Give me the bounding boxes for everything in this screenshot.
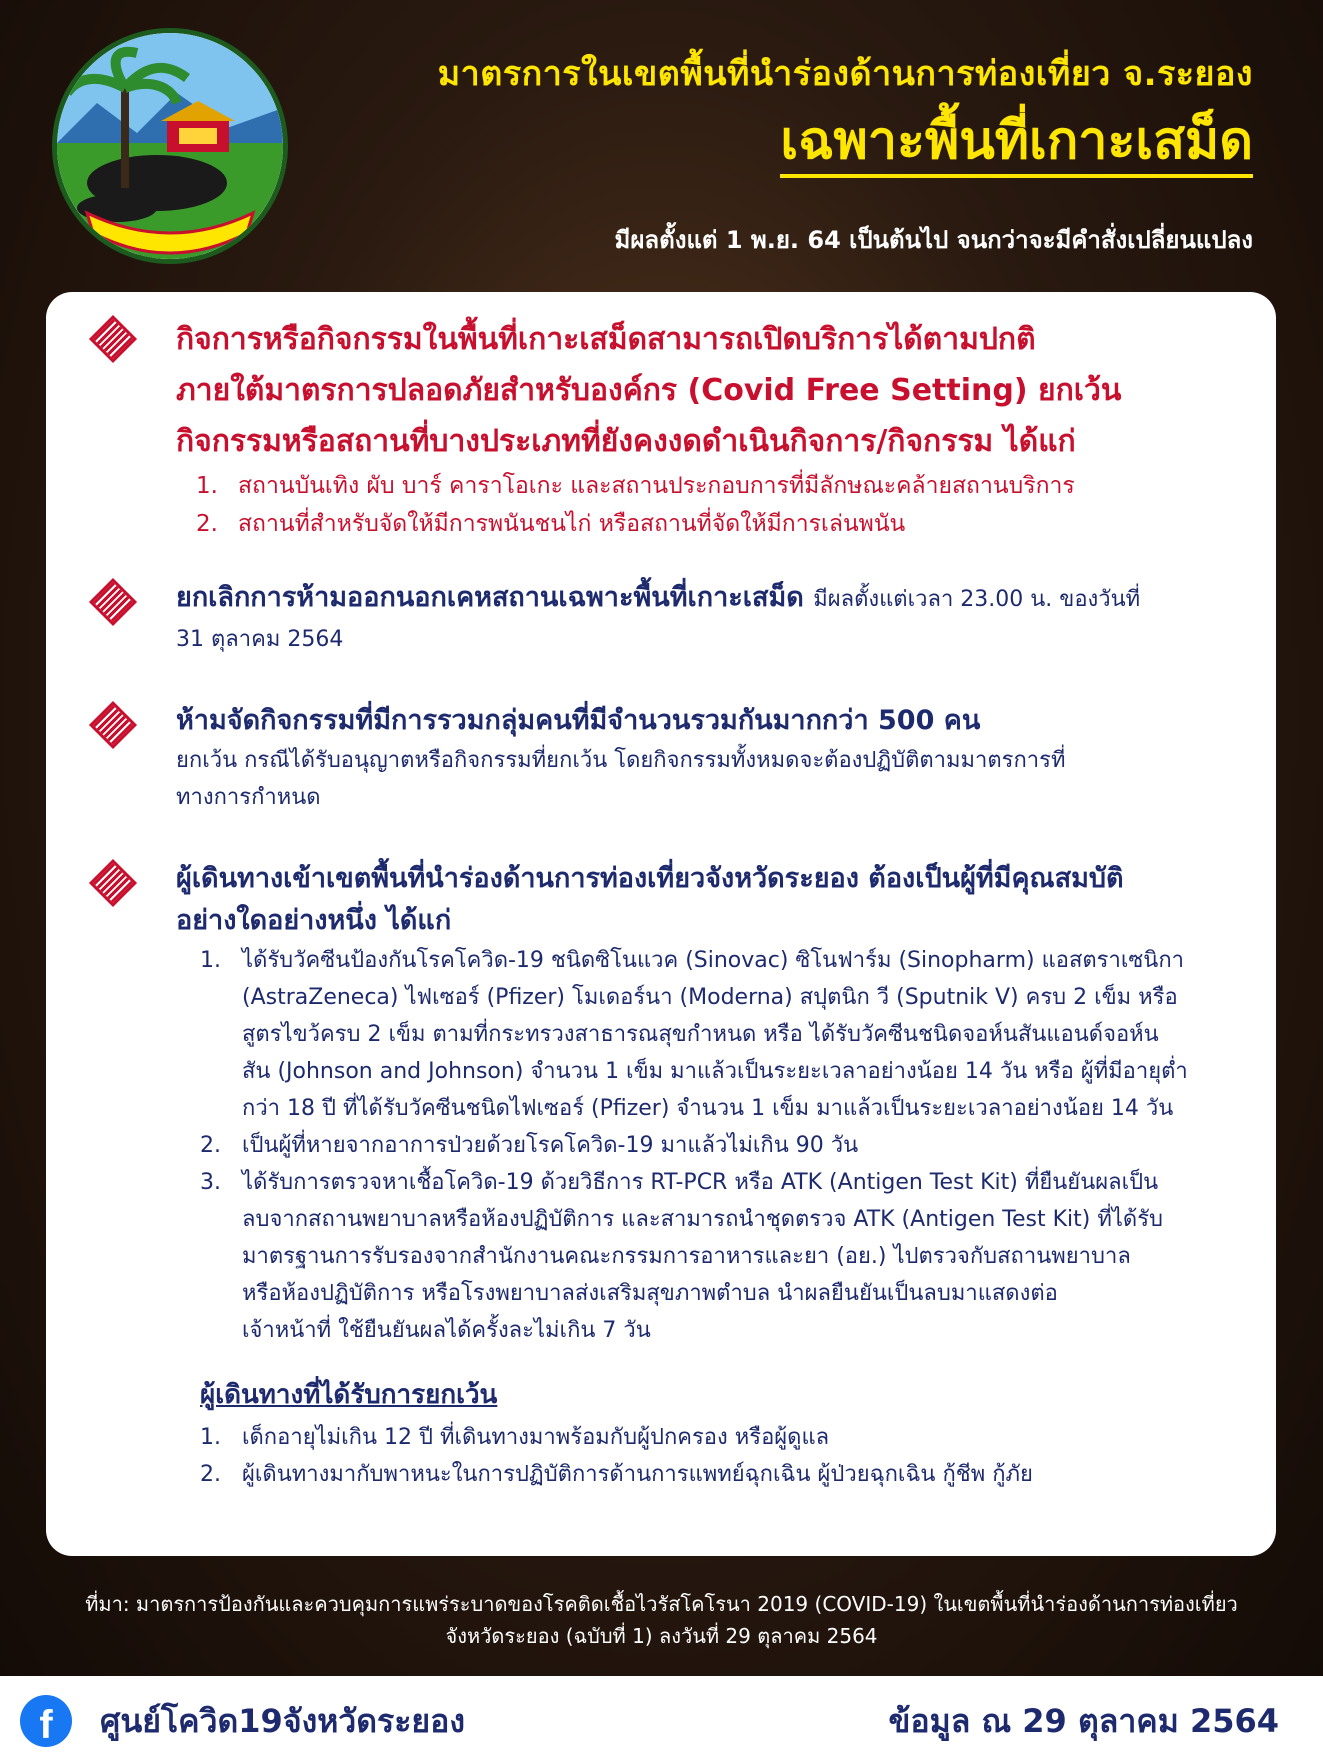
list-item-text: ลบจากสถานพยาบาลหรือห้องปฏิบัติการ และสามารถนำชุดตรวจ ATK (Antigen Test Kit) ที่ได้รับ: [242, 1207, 1164, 1232]
list-number: 2.: [200, 1133, 221, 1158]
section2-detail-date: 31 ตุลาคม 2564: [176, 627, 344, 652]
section1-line: กิจการหรือกิจกรรมในพื้นที่เกาะเสม็ดสามารถเปิดบริการได้ตามปกติ: [176, 322, 1036, 357]
facebook-icon: f: [20, 1695, 72, 1747]
diamond-bullet-icon: [89, 701, 137, 749]
list-item: [176, 505, 1236, 543]
section-open-activities: [68, 314, 1236, 543]
list-item-text: สถานที่สำหรับจัดให้มีการพนันชนไก่ หรือสถานที่จัดให้มีการเล่นพนัน: [238, 511, 906, 537]
list-item-text: กว่า 18 ปี ที่ได้รับวัคซีนชนิดไฟเซอร์ (Pfizer) จำนวน 1 เข็ม มาแล้วเป็นระยะเวลาอย่างน้อย 14 วัน: [242, 1096, 1174, 1121]
list-number: 1.: [200, 948, 221, 973]
section3-text: ยกเว้น กรณีได้รับอนุญาตหรือกิจกรรมที่ยกเว้น โดยกิจกรรมทั้งหมดจะต้องปฏิบัติตามมาตรการที่: [176, 748, 1066, 773]
list-item-text: ได้รับวัคซีนป้องกันโรคโควิด-19 ชนิดซิโนแวค (Sinovac) ซิโนฟาร์ม (Sinopharm) แอสตราเซนิกา: [242, 948, 1185, 973]
list-item-text: สัน (Johnson and Johnson) จำนวน 1 เข็ม มาแล้วเป็นระยะเวลาอย่างน้อย 14 วัน หรือ ผู้ที่มีอายุต่ำ: [242, 1059, 1188, 1084]
section-traveler-requirements: [68, 858, 1236, 942]
section4-heading: ผู้เดินทางเข้าเขตพื้นที่นำร่องด้านการท่องเที่ยวจังหวัดระยอง ต้องเป็นผู้ที่มีคุณสมบัติ: [176, 863, 1124, 894]
header-title-line1: มาตรการในเขตพื้นที่นำร่องด้านการท่องเที่ยว จ.ระยอง: [437, 54, 1253, 94]
section1-line: กิจกรรมหรือสถานที่บางประเภทที่ยังคงงดดำเนินกิจการ/กิจกรรม ได้แก่: [176, 424, 1076, 459]
list-item-text: ได้รับการตรวจหาเชื้อโควิด-19 ด้วยวิธีการ RT-PCR หรือ ATK (Antigen Test Kit) ที่ยืนยันผลเป็น: [242, 1170, 1159, 1195]
list-item-text: หรือห้องปฏิบัติการ หรือโรงพยาบาลส่งเสริมสุขภาพตำบล นำผลยืนยันเป็นลบมาแสดงต่อ: [242, 1281, 1058, 1306]
footer-bar: [0, 1676, 1323, 1764]
section2-heading: ยกเลิกการห้ามออกนอกเคหสถานเฉพาะพื้นที่เกาะเสม็ด: [176, 582, 804, 613]
list-item-text: เจ้าหน้าที่ ใช้ยืนยันผลได้ครั้งละไม่เกิน 7 วัน: [242, 1318, 651, 1343]
list-item-text: สถานบันเทิง ผับ บาร์ คาราโอเกะ และสถานประกอบการที่มีลักษณะคล้ายสถานบริการ: [238, 473, 1075, 499]
list-item-text: เป็นผู้ที่หายจากอาการป่วยด้วยโรคโควิด-19 มาแล้วไม่เกิน 90 วัน: [242, 1133, 859, 1158]
data-as-of-date: ข้อมูล ณ 29 ตุลาคม 2564: [888, 1702, 1279, 1740]
section1-line: ภายใต้มาตรการปลอดภัยสำหรับองค์กร (Covid Free Setting) ยกเว้น: [176, 373, 1122, 408]
requirements-wrapper: [68, 942, 1236, 1493]
list-item: [180, 1164, 1236, 1349]
list-item: [180, 1127, 1236, 1164]
list-item-text: เด็กอายุไม่เกิน 12 ปี ที่เดินทางมาพร้อมกับผู้ปกครอง หรือผู้ดูแล: [242, 1425, 830, 1450]
list-number: 2.: [196, 511, 218, 537]
list-number: 1.: [196, 473, 218, 499]
closed-venues-list: [176, 467, 1236, 543]
list-item-text: สูตรไขว้ครบ 2 เข็ม ตามที่กระทรวงสาธารณสุขกำหนด หรือ ได้รับวัคซีนชนิดจอห์นสันแอนด์จอห์น: [242, 1022, 1159, 1047]
source-line: จังหวัดระยอง (ฉบับที่ 1) ลงวันที่ 29 ตุลาคม 2564: [445, 1624, 878, 1648]
section2-heading-line: [176, 577, 1236, 621]
facebook-page-name: ศูนย์โควิด19จังหวัดระยอง: [100, 1702, 465, 1740]
section-curfew-lifted: [68, 577, 1236, 658]
list-item: [180, 1456, 1236, 1493]
diamond-bullet-icon: [89, 578, 137, 626]
section4-heading: อย่างใดอย่างหนึ่ง ได้แก่: [176, 905, 452, 936]
section2-detail: มีผลตั้งแต่เวลา 23.00 น. ของวันที่: [813, 587, 1141, 612]
source-line: ที่มา: มาตรการป้องกันและควบคุมการแพร่ระบาดของโรคติดเชื้อไวรัสโคโรนา 2019 (COVID-19) ในเขตพื้นที่นำร่องด้านการท่องเที่ยว: [85, 1592, 1238, 1616]
header-title-line2: เฉพาะพื้นที่เกาะเสม็ด: [780, 110, 1253, 178]
list-item-text: มาตรฐานการรับรองจากสำนักงานคณะกรรมการอาหารและยา (อย.) ไปตรวจกับสถานพยาบาล: [242, 1244, 1131, 1269]
list-item: [180, 1419, 1236, 1456]
exempt-title: ผู้เดินทางที่ได้รับการยกเว้น: [200, 1380, 498, 1410]
list-item-text: (AstraZeneca) ไฟเซอร์ (Pfizer) โมเดอร์นา (Moderna) สปุตนิก วี (Sputnik V) ครบ 2 เข็ม หรือ: [242, 985, 1178, 1010]
list-item: [180, 942, 1236, 1127]
effective-date-note: มีผลตั้งแต่ 1 พ.ย. 64 เป็นต้นไป จนกว่าจะมีคำสั่งเปลี่ยนแปลง: [614, 226, 1253, 254]
source-citation: [30, 1588, 1293, 1652]
list-number: 3.: [200, 1170, 221, 1195]
list-number: 2.: [200, 1462, 221, 1487]
content-card: [46, 292, 1276, 1556]
exempt-list: [180, 1419, 1236, 1493]
diamond-bullet-icon: [89, 315, 137, 363]
diamond-bullet-icon: [89, 859, 137, 907]
section3-heading: ห้ามจัดกิจกรรมที่มีการรวมกลุ่มคนที่มีจำนวนรวมกันมากกว่า 500 คน: [176, 705, 981, 736]
section3-text: ทางการกำหนด: [176, 785, 321, 810]
list-item: [176, 467, 1236, 505]
list-number: 1.: [200, 1425, 221, 1450]
requirements-list: [180, 942, 1236, 1349]
rayong-province-seal-logo: [52, 28, 288, 264]
list-item-text: ผู้เดินทางมากับพาหนะในการปฏิบัติการด้านการแพทย์ฉุกเฉิน ผู้ป่วยฉุกเฉิน กู้ชีพ กู้ภัย: [242, 1462, 1033, 1487]
section-gathering-limit: [68, 700, 1236, 816]
